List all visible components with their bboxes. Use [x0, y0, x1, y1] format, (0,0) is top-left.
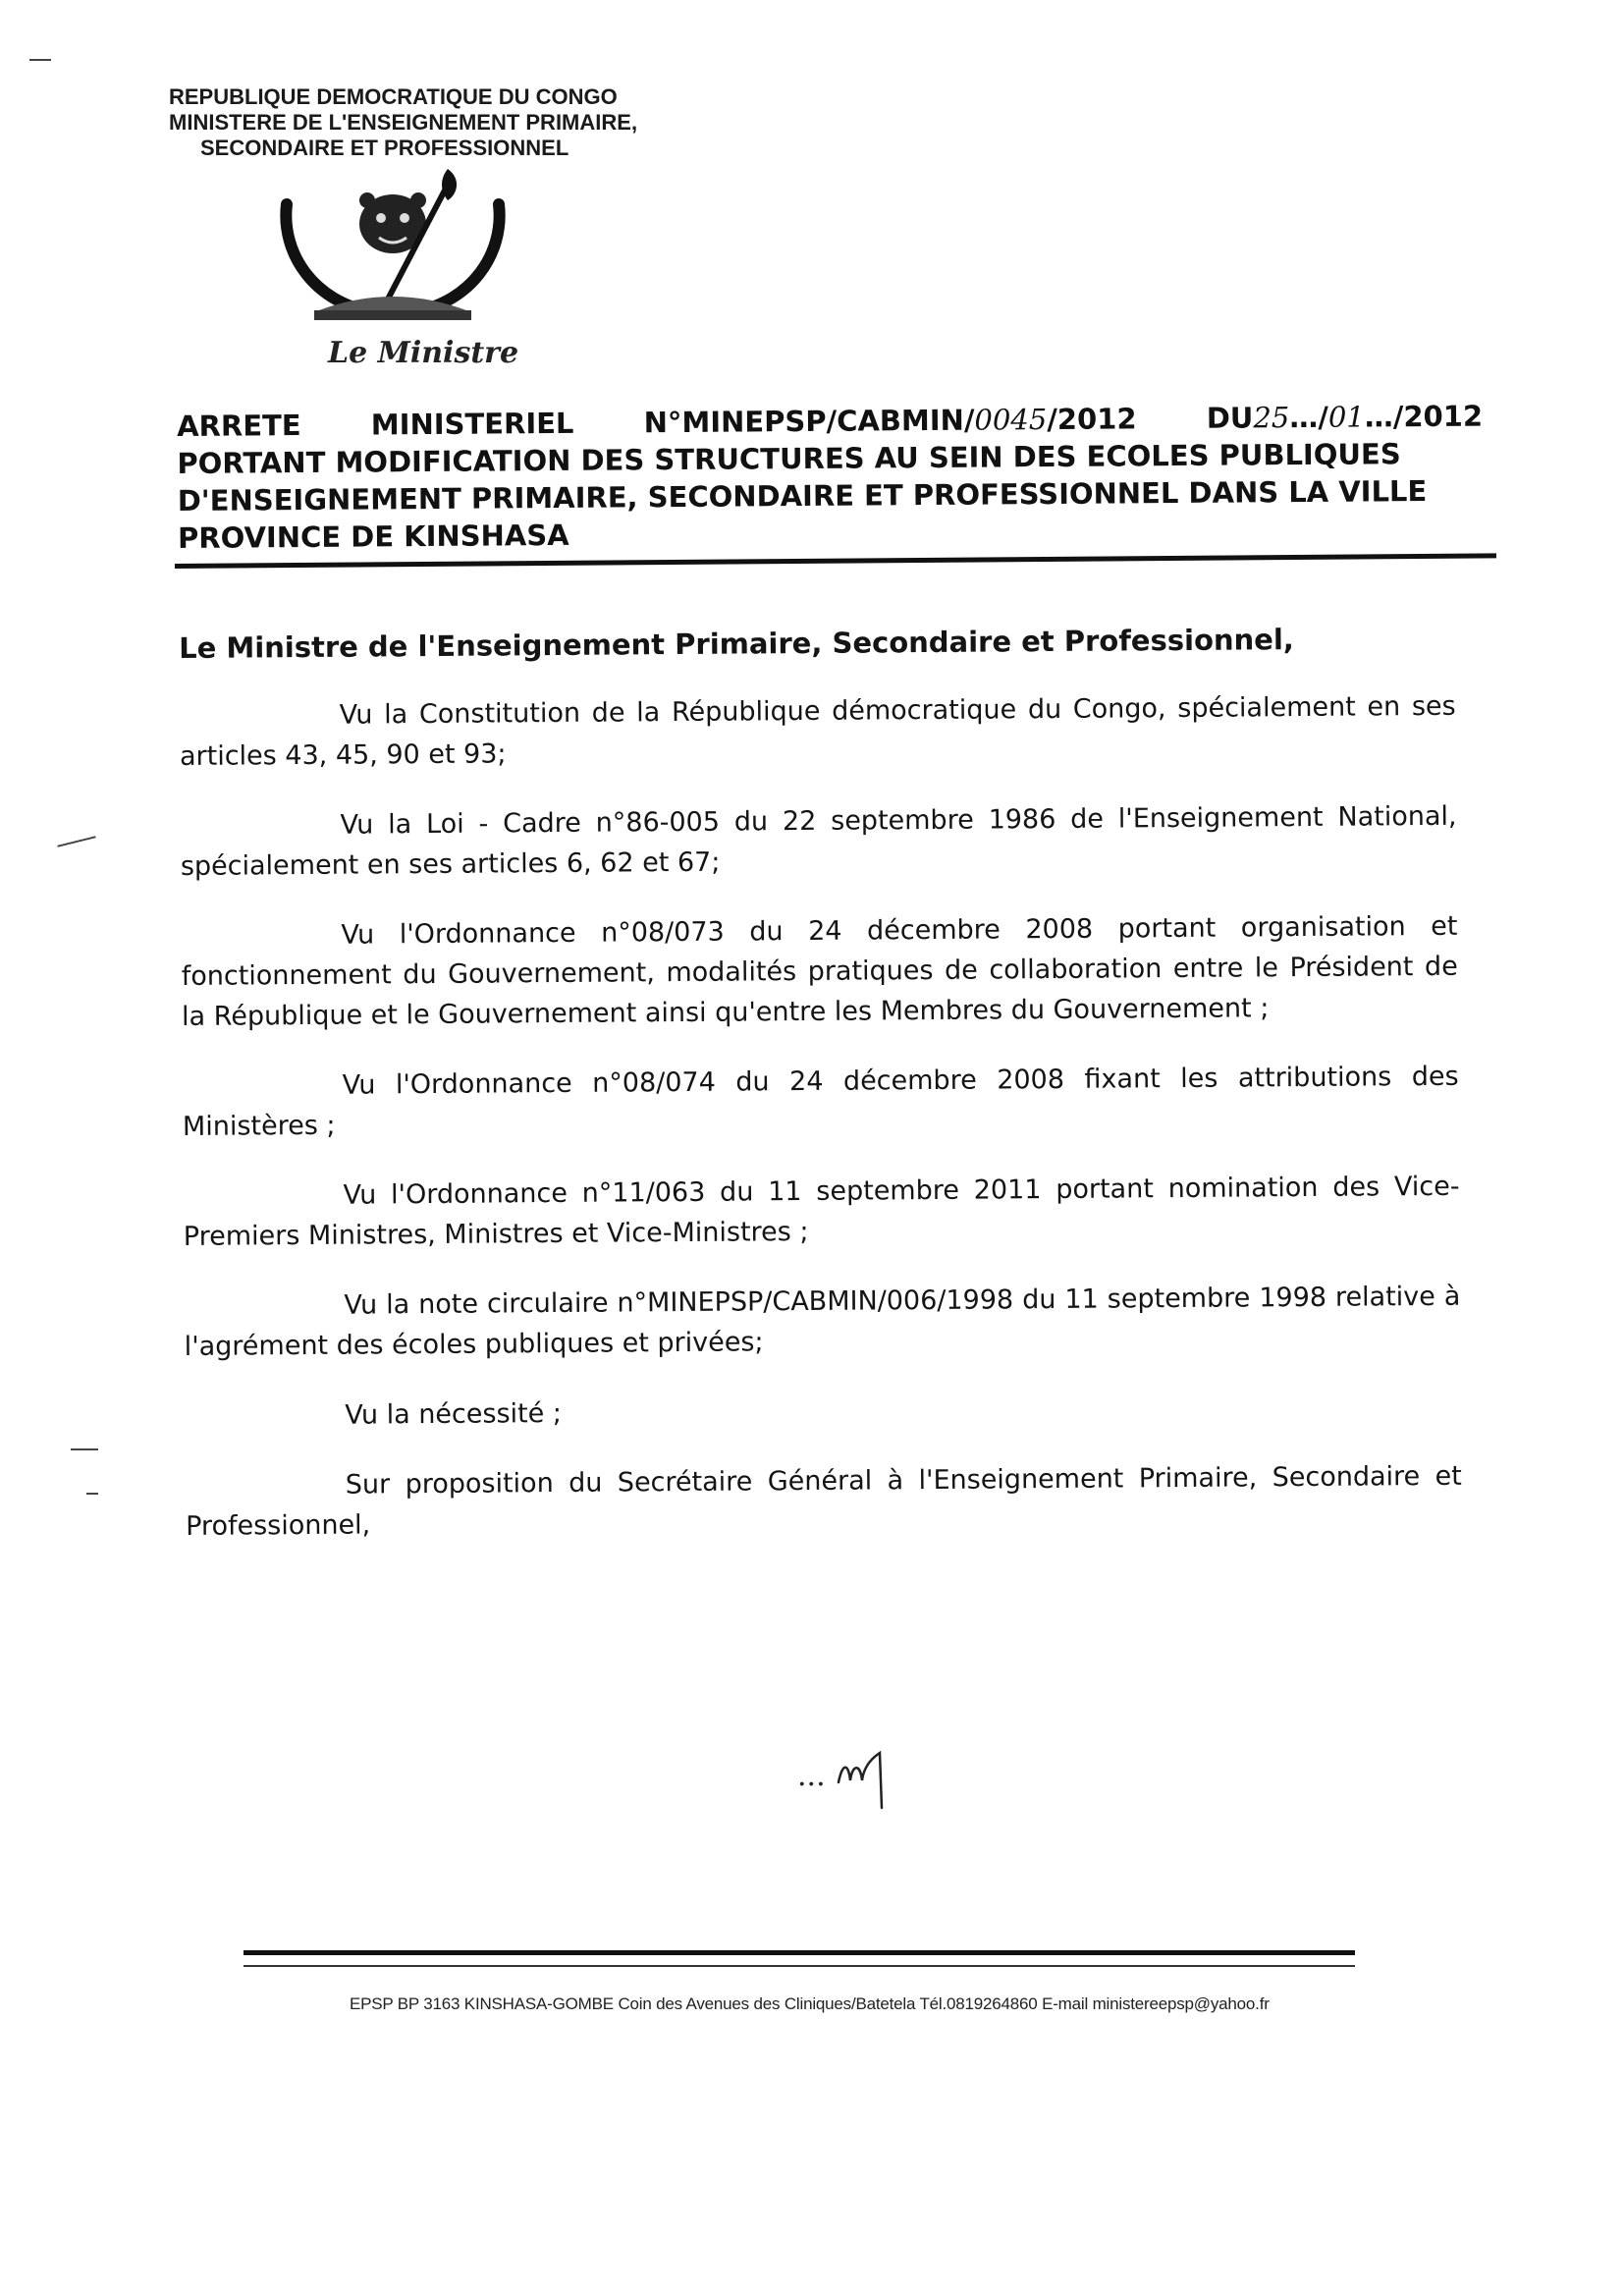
decree-body [179, 619, 1463, 1576]
decree-title-line2: PORTANT MODIFICATION DES STRUCTURES AU SEIN DES ECOLES PUBLIQUES [177, 437, 1401, 480]
considerant-ordonnance-063: Vu l'Ordonnance n°11/063 du 11 septembre 2011 portant nomination des Vice-Premiers Ministres, Ministres et Vice-Ministres ; [183, 1171, 1460, 1252]
letterhead-ministry: MINISTERE DE L'ENSEIGNEMENT PRIMAIRE, [169, 110, 638, 135]
decree-title [177, 398, 1484, 557]
decree-day-handwritten: 25 [1253, 401, 1290, 435]
decree-number-handwritten: 0045 [974, 403, 1048, 437]
scan-mark [57, 836, 95, 847]
page-continuation-initials [797, 1743, 893, 1812]
letterhead [169, 84, 719, 161]
considerant-note-circulaire: Vu la note circulaire n°MINEPSP/CABMIN/006/1998 du 11 septembre 1998 relative à l'agrément des écoles publiques et privées; [184, 1281, 1461, 1362]
considerant-ordonnance-074: Vu l'Ordonnance n°08/074 du 24 décembre 2008 fixant les attributions des Ministères ; [182, 1061, 1459, 1142]
coat-of-arms-emblem [275, 165, 511, 327]
letterhead-ministry-cont: SECONDAIRE ET PROFESSIONNEL [200, 136, 569, 160]
continuation-dots: ... [797, 1759, 826, 1793]
decree-month-handwritten: 01 [1327, 400, 1365, 434]
decree-word-arrete: ARRETE [177, 409, 301, 443]
decree-date: DU25…/01…/2012 [1206, 399, 1484, 435]
decree-title-line3: D'ENSEIGNEMENT PRIMAIRE, SECONDAIRE ET PROFESSIONNEL DANS LA VILLE [177, 474, 1428, 518]
considerant-constitution: Vu la Constitution de la République démocratique du Congo, spécialement en ses articles 43, 45, 90 et 93; [179, 690, 1456, 772]
considerant-proposition: Sur proposition du Secrétaire Général à l'Enseignement Primaire, Secondaire et Professionnel, [186, 1460, 1462, 1542]
considerant-loi-cadre: Vu la Loi - Cadre n°86-005 du 22 septembre 1986 de l'Enseignement National, spécialement en ses articles 6, 62 et 67; [180, 800, 1457, 882]
footer-address: EPSP BP 3163 KINSHASA-GOMBE Coin des Avenues des Cliniques/Batetela Tél.0819264860 E-mail ministereepsp@yahoo.fr [350, 1994, 1270, 2013]
footer-divider-thick [244, 1950, 1355, 1955]
scan-mark [29, 59, 51, 61]
letterhead-country: REPUBLIQUE DEMOCRATIQUE DU CONGO [169, 84, 618, 109]
handwritten-initials-icon [835, 1743, 893, 1812]
intro-line: Le Ministre de l'Enseignement Primaire, Secondaire et Professionnel, [179, 623, 1294, 665]
title-divider [175, 553, 1496, 569]
footer-divider-thin [244, 1965, 1355, 1967]
decree-title-line4: PROVINCE DE KINSHASA [177, 518, 569, 555]
decree-word-ministeriel: MINISTERIEL [370, 406, 574, 442]
considerant-necessite: Vu la nécessité ; [345, 1397, 563, 1431]
minister-signature-title: Le Ministre [328, 336, 519, 370]
decree-reference: N°MINEPSP/CABMIN/0045/2012 [643, 402, 1137, 440]
considerant-ordonnance-073: Vu l'Ordonnance n°08/073 du 24 décembre 2008 portant organisation et fonctionnement du Gouvernement, modalités pratiques de collaboration entre le Président de la République et le Gouvernement ainsi qu'entre les Membres du Gouvernement ; [181, 910, 1458, 1032]
scan-mark [71, 1448, 98, 1450]
scan-mark [86, 1493, 98, 1495]
